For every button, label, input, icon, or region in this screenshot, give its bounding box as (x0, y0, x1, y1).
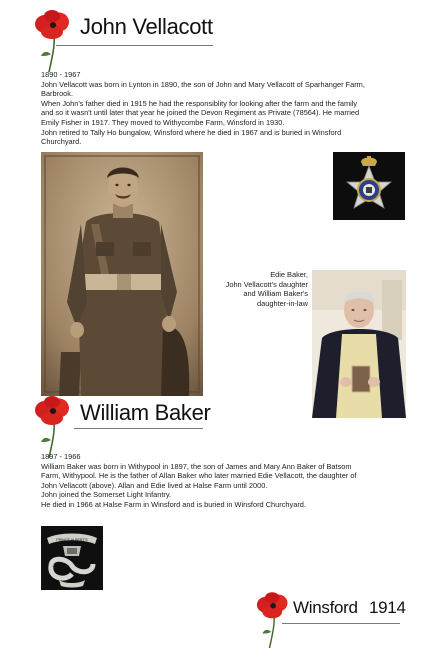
bio-line: John Vellacott was born in Lynton in 1890, the son of John and Mary Vellacott of Sparhanger Farm, (41, 79, 365, 89)
bio-line: Churchyard. (41, 137, 82, 147)
william-baker-biography (41, 452, 421, 510)
soldier-portrait-photo (41, 152, 203, 396)
caption-line: and William Baker's (243, 289, 308, 299)
poppy-icon (256, 592, 292, 650)
heading-underline (74, 428, 203, 429)
poppy-icon (34, 10, 74, 74)
william-baker-heading: William Baker (80, 400, 211, 425)
bio-line: When John's father died in 1915 he had the responsiblity for looking after the farm and the family (41, 98, 358, 108)
john-vellacott-biography (41, 70, 421, 147)
bio-line: He died in 1966 at Halse Farm in Winsford and is buried in Winsford Churchyard. (41, 499, 306, 509)
devon-regiment-badge-photo (333, 152, 405, 220)
bio-line: and so it wasn't until later that year he joined the Devon Regiment as Private (78564). He married (41, 108, 360, 118)
poppy-icon (34, 396, 74, 460)
bio-line: 1890 - 1967 (41, 70, 81, 79)
caption-line: John Vellacott's daughter (225, 279, 308, 289)
heading-underline (56, 45, 213, 46)
john-vellacott-heading: John Vellacott (80, 14, 213, 39)
bio-line: Emily Fisher in 1917. They moved to Withycombe Farm, Winsford in 1930. (41, 117, 285, 127)
footer-year: 1914 (369, 598, 406, 617)
footer-village: Winsford (293, 598, 358, 617)
bio-line: 1897 - 1966 (41, 452, 81, 461)
bio-line: Barbrook. (41, 89, 74, 99)
bio-line: John joined the Somerset Light Infantry. (41, 490, 172, 500)
bio-line: William Baker was born in Withypool in 1897, the son of James and Mary Ann Baker of Batsom (41, 461, 352, 471)
bio-line: John retired to Tally Ho bungalow, Winsford where he died in 1967 and is buried in Winsford (41, 127, 342, 137)
bio-line: Farm, Withypool. He is the father of Allan Baker who later married Edie Vellacott, the daughter of (41, 471, 357, 481)
bio-line: John Vellacott (above). Allan and Edie lived at Halse Farm until 2000. (41, 480, 268, 490)
edie-baker-photo (312, 270, 406, 418)
caption-line: daughter-in-law (257, 298, 308, 308)
somerset-light-infantry-badge-photo (41, 526, 103, 590)
edie-baker-caption (206, 270, 308, 308)
footer-underline (282, 623, 400, 624)
badge-scroll-text: PRINCE ALBERT'S (56, 538, 88, 542)
caption-line: Edie Baker, (270, 270, 308, 279)
